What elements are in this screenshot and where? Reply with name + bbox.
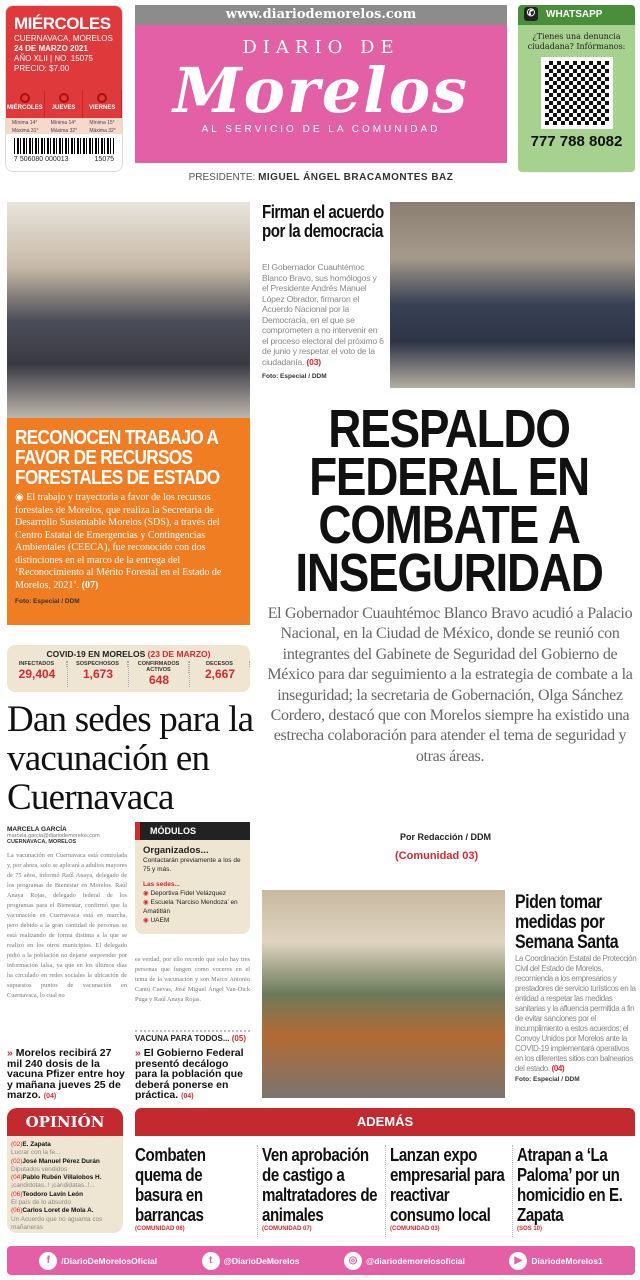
barcode-issue: 15075 <box>94 156 114 163</box>
ademas-item[interactable]: Atrapan a ‘La Paloma’ por un homicidio en E. Zapata (SOS 10) <box>517 1145 623 1232</box>
brief-item[interactable]: » El Gobierno Federal presentó decálogo para la población que deberá ponerse en práctica. (04) <box>135 1047 244 1101</box>
page-ref: (04) <box>551 1064 565 1073</box>
firman-headline[interactable]: Firman el acuerdo por la democracia <box>262 202 384 241</box>
covid-stat: CONFIRMADOS ACTIVOS 648 <box>129 661 190 687</box>
ademas-header: ADEMÁS <box>135 1108 635 1136</box>
page-ref: (03) <box>306 356 321 367</box>
modulos-title: MÓDULOS <box>135 822 250 840</box>
main-byline: Por Redacción / DDM <box>400 832 492 842</box>
barcode-number: 7 506080 000013 <box>14 156 69 163</box>
social-facebook[interactable]: f /DiarioDeMorelosOficial <box>39 1252 157 1270</box>
piden-photo <box>262 890 505 1098</box>
opinion-item[interactable]: (02)E. Zapata Lucrar con la fe... <box>11 1141 61 1157</box>
divider <box>257 1145 258 1237</box>
whatsapp-question: ¿Tienes una denuncia ciudadana? Infórmanos: <box>527 32 626 51</box>
main-body: El Gobernador Cuauhtémoc Blanco Bravo acudió a Palacio Nacional, en la Ciudad de México, donde se reunió con integrantes del Gabinete de Seguridad del Gobierno de México para dar seguimiento a la estrategia de combate a la inseguridad; la secretaria de Gobernación, Olga Sánchez Cordero, destacó que con Morelos siempre ha existido una estrecha colaboración para atender el tema de seguridad y otras áreas. <box>267 605 633 765</box>
modulos-subtitle: Organizados... <box>143 845 209 856</box>
piden-body: La Coordinación Estatal de Protección Civil del Estado de Morelos, recomienda a los empresarios y prestadores de servicio turísticos en la entidad a respetar las medidas sanitarias y la afluencia permitida a fin de evitar sanciones por el incumplimiento a estos acuerdos; el Convoy Unidos por Morelos ante la COVID-19 implementará operativos en los diferentes sitios con balnearios del estado. <box>515 954 637 1073</box>
logo-diario: DIARIO DE <box>242 37 400 58</box>
sede-item: ◉ Escuela ‘Narciso Mendoza’ en Amatitlán <box>143 899 238 915</box>
opinion-item[interactable]: (06)Carlos Loret de Mola A. Un Acuerdo que no aguanta cos mañaneras <box>11 1207 103 1231</box>
article-body: La vacunación en Cuernavaca está controlada y, por ahora, solo se aplicará a adultos mayores de 75 años, informó Raúl Anaya, delegado de los programas de Bienestar en Morelos. Raúl Anaya Rojas, delegado federal de los programas para el Bienestar, confirmó que la vacunación en Cuernavaca está en marcha, pero debido a la gran cantidad de personas se está realizando de forma distinta a la que se realizó en los otros municipios. El delegado pidió a la población no dejarse sorprender por información falsa, ya que en los últimos días ha circulado en redes sociales la ubicación de supuestos puntos de vacunación en Cuernavaca, lo cual no <box>7 852 127 999</box>
ademas-item[interactable]: Lanzan expo empresarial para reactivar consumo local (COMUNIDAD 03) <box>390 1145 505 1232</box>
weather-icon <box>97 93 107 103</box>
opinion-item[interactable]: (02)José Manuel Pérez Durán Diputados vendidos <box>11 1157 100 1173</box>
piden-story <box>515 893 637 1083</box>
forecast-day: VIERNES <box>83 90 122 118</box>
ademas-item[interactable]: Combaten quema de basura en barrancas (COMUNIDAD 06) <box>135 1145 206 1232</box>
weekday: MIÉRCOLES <box>14 14 111 33</box>
covid-title: COVID-19 EN MORELOS <box>46 649 146 659</box>
opinion-item[interactable]: (04)Pablo Rubén Villalobos H. ¡candidotas..! ¡candidatas..!... <box>11 1174 102 1190</box>
firman-story <box>262 203 384 380</box>
youtube-icon: ▶ <box>509 1252 527 1270</box>
website-url[interactable]: www.diariodemorelos.com <box>135 5 507 25</box>
weather-icon <box>20 93 30 103</box>
covid-stat: SOSPECHOSOS 1,673 <box>68 661 129 687</box>
city: CUERNAVACA, MORELOS <box>14 34 113 43</box>
forecast-day: MIÉRCOLES <box>6 90 45 118</box>
bullet-icon: ◉ <box>15 492 27 503</box>
author-email[interactable]: marcela.garcia@diariodemorelos.com <box>7 833 100 839</box>
main-headline[interactable]: RESPALDO FEDERAL EN COMBATE A INSEGURIDAD <box>295 399 603 603</box>
covid-stats <box>7 645 250 692</box>
weather-forecast <box>6 90 122 118</box>
forestal-body: El trabajo y trayectoria a favor de los recursos forestales de Morelos, que realiza la Secretaría de Desarrollo Sustentable Morelos (SDS), a través del Centro Estatal de Emergencias y Contingencias Ambientales (CEECA), fue reconocido con dos distinciones en el marco de la entrega del ‘Reconocimiento al Mérito Forestal en el Estado de Morelos, 2021’. <box>15 492 222 591</box>
opinion-box <box>7 1108 123 1233</box>
logo-name: Morelos <box>173 54 469 127</box>
forecast-temps: Mínima 15° Máxima 32° <box>89 120 116 134</box>
facebook-icon: f <box>39 1252 57 1270</box>
covid-date: (23 DE MARZO) <box>147 649 211 659</box>
logo <box>135 25 507 163</box>
opinion-title: OPINIÓN <box>7 1108 123 1136</box>
forecast-day: JUEVES <box>45 90 84 118</box>
social-footer <box>7 1246 635 1275</box>
forestal-photo <box>7 202 250 418</box>
vacunacion-article <box>7 826 127 1001</box>
article-continuation: es verdad, por ello recordó que solo hay tres personas que fungen como voceros en el tema de la vacunación y son Marco Antonio Cantú Cuevas, José Miguel Ángel Van-Dick Puga y Raúl Anaya Rojas. <box>135 956 250 1003</box>
whatsapp-title: WHATSAPP <box>546 9 603 20</box>
related-link[interactable]: VACUNA PARA TODOS... (05) <box>135 1030 250 1043</box>
author: MARCELA GARCÍA <box>7 826 67 833</box>
firman-photo <box>390 202 635 388</box>
qr-code[interactable] <box>541 57 613 129</box>
social-youtube[interactable]: ▶ DiariodeMorelos1 <box>509 1252 602 1270</box>
vacunacion-headline[interactable]: Dan sedes para la vacunación en Cuernavaca <box>7 699 254 818</box>
edition: AÑO XLII | NO. 15075 <box>14 54 94 63</box>
instagram-icon: ◎ <box>344 1252 362 1270</box>
forestal-headline[interactable]: RECONOCEN TRABAJO A FAVOR DE RECURSOS FORESTALES DE ESTADO <box>15 427 220 489</box>
divider <box>385 1145 386 1237</box>
twitter-icon: t <box>202 1252 220 1270</box>
weather-icon <box>59 93 69 103</box>
main-section: (Comunidad 03) <box>395 850 479 862</box>
whatsapp-box <box>518 5 635 172</box>
price: PRECIO: $7.00 <box>14 64 70 73</box>
sede-item: ◉ Deportiva Fidel Velázquez <box>143 890 226 897</box>
social-twitter[interactable]: t @DiarioDeMorelos <box>202 1252 300 1270</box>
photo-credit: Foto: Especial / DDM <box>15 598 80 605</box>
modulos-text: Contactarán previamente a los de 75 y más. <box>143 857 241 873</box>
date-box <box>5 5 123 172</box>
forecast-temps: Mínima 14° Máxima 32° <box>50 120 78 134</box>
firman-body: El Gobernador Cuauhtémoc Blanco Bravo, sus homólogos y el Presidente Andrés Manuel López Obrador, firmaron el Acuerdo Nacional por la Democracia, en el que se comprometen a no intervenir en el proceso electoral del próximo 6 de junio y respetar el voto de la ciudadanía. <box>262 262 384 367</box>
opinion-item[interactable]: (06)Teodoro Lavín León El país de lo absurdo <box>11 1190 83 1207</box>
barcode <box>14 138 114 154</box>
sedes-label: Las sedes... <box>143 881 180 888</box>
page-ref: (07) <box>81 579 99 591</box>
photo-credit: Foto: Especial / DDM <box>262 373 327 380</box>
brief-item[interactable]: » Morelos recibirá 27 mil 240 dosis de la vacuna Pfizer entre hoy y mañana jueves 25 de marzo. (04) <box>7 1047 125 1101</box>
ademas-item[interactable]: Ven aprobación de castigo a maltratadores de animales (COMUNIDAD 07) <box>262 1145 378 1232</box>
masthead <box>135 5 507 163</box>
divider <box>512 1145 513 1237</box>
tagline: AL SERVICIO DE LA COMUNIDAD <box>201 124 441 135</box>
president-line: PRESIDENTE: MIGUEL ÁNGEL BRACAMONTES BAZ <box>188 172 454 183</box>
covid-stat: INFECTADOS 29,404 <box>7 661 68 687</box>
forestal-story <box>7 418 250 625</box>
sede-item: ◉ UAEM <box>143 917 170 924</box>
date: 24 DE MARZO 2021 <box>14 44 88 53</box>
covid-stat: DECESOS 2,667 <box>190 661 250 687</box>
piden-headline[interactable]: Piden tomar medidas por Semana Santa <box>515 892 619 953</box>
whatsapp-icon: ✆ <box>524 7 538 21</box>
photo-credit: Foto: Especial / DDM <box>515 1076 580 1083</box>
whatsapp-phone: 777 788 8082 <box>530 133 623 150</box>
modulos-box <box>135 822 250 934</box>
dateline: CUERNAVACA, MORELOS <box>7 839 77 845</box>
forecast-temps: Mínima 14° Máxima 31° <box>12 120 39 134</box>
social-instagram[interactable]: ◎ @diariodemorelosoficial <box>344 1252 465 1270</box>
